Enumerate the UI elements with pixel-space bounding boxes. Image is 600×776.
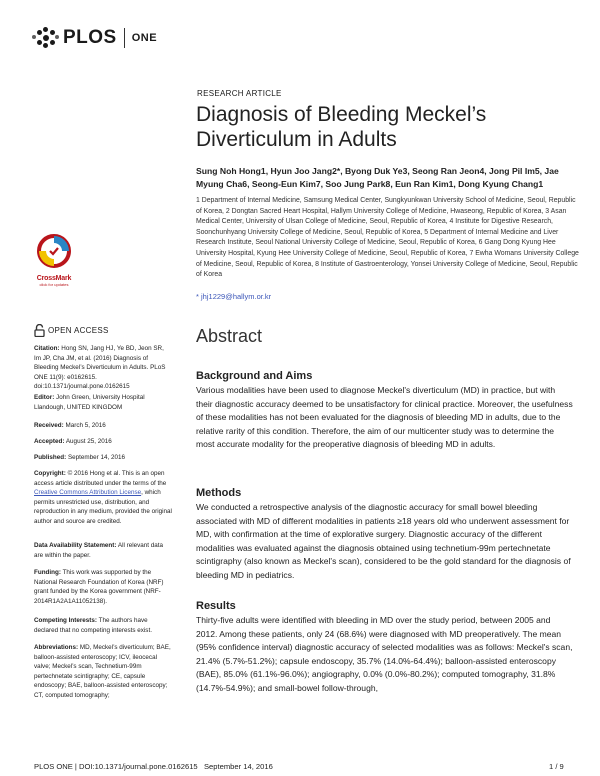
received-block — [34, 421, 172, 431]
received-label: Received: — [34, 422, 64, 429]
crossmark-sub: click for updates — [39, 282, 69, 287]
funding-block — [34, 568, 172, 606]
license-link[interactable]: Creative Commons Attribution License — [34, 489, 142, 497]
data-availability-block — [34, 541, 172, 560]
abstract-heading: Abstract — [196, 326, 263, 346]
citation-text: Hong SN, Jang HJ, Ye BD, Jeon SR, Im JP, Cha JM, et al. (2016) Diagnosis of Bleeding Meckel’s Diverticulum in Adults. PLoS ONE 11(9): e0162615. doi:10.1371/journal.pone.0162615 — [34, 345, 166, 391]
data-availability-text: All relevant data are within the paper. — [34, 542, 164, 559]
open-access-label: OPEN ACCESS — [48, 326, 109, 335]
crossmark-label: CrossMark — [36, 275, 72, 282]
results-heading: Results — [196, 600, 236, 612]
email-star: * — [196, 292, 199, 301]
affiliations: 1 Department of Internal Medicine, Samsung Medical Center, Sungkyunkwan University School of Medicine, Seoul, Republic of Korea, 2 Dongtan Sacred Heart Hospital, Hallym University College of Medicine, Hwaseong, Republic of Korea, 3 Asan Medical Center, University of Ulsan College of Medicine, Seoul, Republic of Korea, 4 Institute for Digestive Research, Soonchunhyang University College of Medicine, Seoul, Republic of Korea, 5 Department of Internal Medicine and Liver Research Institute, Seoul National University College of Medicine, Seoul, Republic of Korea, 6 Gang Dong Kyung Hee University Hospital, Kyung Hee University College of Medicine, Seoul, Republic of Korea, 7 Ewha Womans University College of Medicine, Seoul, Republic of Korea, 8 Institute of Gastroenterology, Yonsei University College of Medicine, Seoul, Republic of Korea — [196, 197, 579, 279]
article-type: RESEARCH ARTICLE — [197, 89, 282, 98]
logo-word: PLOS — [63, 27, 117, 48]
editor-block — [34, 393, 172, 412]
methods-text: We conducted a retrospective analysis of the diagnostic accuracy for small bowel bleeding associated with MD of different modalities in patients ≥18 years old who underwent assessment for MD, with confirmation at the time of explorative surgery. Diagnostic accuracy of the different modalities was evaluated against the diagnosis obtained using technetium-99m pertechnetate scintigraphy (also known as Meckel's scan), considered to be the gold standard for the diagnosis of bleeding MD in pediatrics. — [196, 502, 571, 580]
plos-dots-icon — [32, 27, 60, 49]
competing-interests-text: The authors have declared that no competing interests exist. — [34, 617, 152, 634]
author-list: Sung Noh Hong1, Hyun Joo Jang2*, Byong Duk Ye3, Seong Ran Jeon4, Jong Pil Im5, Jae Myung Cha6, Seong-Eun Kim7, Soo Jung Park8, Eun Ran Kim1, Dong Kyung Chang1 — [196, 166, 559, 189]
published-label: Published: — [34, 454, 67, 461]
copyright-block — [34, 469, 172, 527]
open-lock-icon — [34, 324, 45, 337]
published-date: September 14, 2016 — [67, 454, 125, 461]
editor-text: John Green, University Hospital Llandough, UNITED KINGDOM — [34, 394, 145, 411]
background-text: Various modalities have been used to diagnose Meckel's diverticulum (MD) in practice, but with their diagnostic accuracy deemed to be unsatisfactory for clinical practice. Moreover, the usefulness of these modalities has not been evaluated for the diagnosis of bleeding MD in adults, due to the relative rarity of this condition. Therefore, the aim of our multicenter study was to determine the most accurate modality for the preoperative diagnosis of bleeding MD in adults. — [196, 385, 573, 450]
corresponding-email — [196, 292, 271, 301]
plos-logo[interactable] — [32, 26, 157, 50]
accepted-date: August 25, 2016 — [65, 438, 112, 445]
page-number: 1 / 9 — [549, 762, 564, 771]
competing-interests-label: Competing Interests: — [34, 617, 97, 624]
footer-citation: PLOS ONE | DOI:10.1371/journal.pone.0162615 September 14, 2016 — [34, 762, 273, 771]
copyright-label: Copyright: — [34, 470, 66, 477]
crossmark-icon — [37, 234, 71, 268]
citation-label: Citation: — [34, 345, 60, 352]
open-access-badge — [34, 324, 109, 337]
results-text: Thirty-five adults were identified with bleeding in MD over the study period, between 2005 and 2012. Among these patients, only 24 (68.6%) were diagnosed with MD preoperatively. The mean (95% confidence interval) diagnostic accuracy of selected modalities was as follows: Meckel's scan, 21.4% (5.7%-51.2%); capsule endoscopy, 35.7% (14.0%-64.4%); balloon-assisted enteroscopy (BAE), 85.0% (61.1%-96.0%); angiography, 0.0% (0.0%-80.2%); computed tomography, 31.8% (14.7%-54.9%); and small-bowel follow-through, — [196, 615, 573, 693]
abbreviations-text: MD, Meckel’s diverticulum; BAE, balloon-assisted enteroscopy; ICV, ileocecal valve; Meckel’s scan, Technetium-99m pertechnetate scintigraphy; CE, capsule endoscopy; BAE, balloon-assisted enteroscopy; CT, computed tomography; — [34, 644, 171, 699]
crossmark-badge[interactable] — [34, 234, 74, 287]
funding-label: Funding: — [34, 569, 61, 576]
copyright-text: © 2016 Hong et al. This is an open access article distributed under the terms of the — [34, 470, 167, 487]
data-availability-label: Data Availability Statement: — [34, 542, 117, 549]
funding-text: This work was supported by the National Research Foundation of Korea (NRF) grant funded by the Korea government (NRF-2014R1A2A1A11052138). — [34, 569, 164, 605]
email-link[interactable]: jhj1229@hallym.or.kr — [201, 292, 272, 301]
accepted-block — [34, 437, 172, 447]
abbreviations-block — [34, 643, 172, 701]
abbreviations-label: Abbreviations: — [34, 644, 79, 651]
logo-journal: ONE — [131, 32, 158, 44]
published-block — [34, 453, 172, 463]
background-heading: Background and Aims — [196, 370, 313, 382]
competing-interests-block — [34, 616, 172, 635]
article-title: Diagnosis of Bleeding Meckel’s Diverticulum in Adults — [196, 103, 487, 151]
copyright-text-end: , which permits unrestricted use, distribution, and reproduction in any medium, provided the original author and source are credited. — [34, 489, 172, 525]
accepted-label: Accepted: — [34, 438, 65, 445]
logo-divider — [124, 28, 125, 48]
citation-block — [34, 344, 172, 392]
methods-heading: Methods — [196, 487, 242, 499]
received-date: March 5, 2016 — [65, 422, 106, 429]
editor-label: Editor: — [34, 394, 55, 401]
